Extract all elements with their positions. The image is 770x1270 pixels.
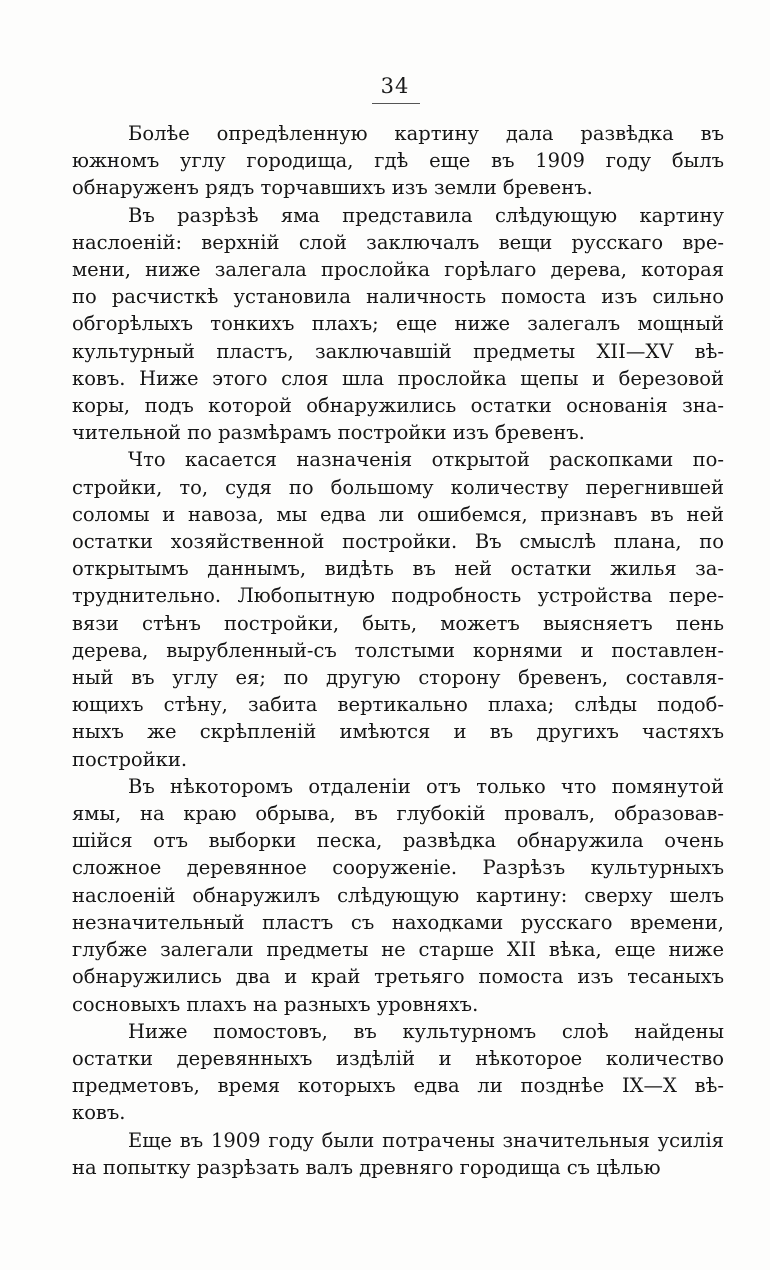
- text-line: сосновыхъ плахъ на разныхъ уровняхъ.: [72, 992, 479, 1016]
- text-line: чительной по размѣрамъ постройки изъ бревенъ.: [72, 421, 585, 445]
- text-line: обнаруженъ рядъ торчавшихъ изъ земли бревенъ.: [72, 176, 593, 200]
- text-line: Что касается назначенія открытой раскопками по-: [128, 448, 724, 472]
- text-line: остатки хозяйственной постройки. Въ смыслѣ плана, по: [72, 530, 724, 554]
- text-line: глубже залегали предметы не старше XII вѣка, еще ниже: [72, 938, 724, 962]
- paragraph: [72, 120, 724, 202]
- text-line: Болѣе опредѣленную картину дала развѣдка въ: [128, 122, 724, 145]
- text-line: предметовъ, время которыхъ едва ли позднѣе IX—X вѣ-: [72, 1074, 724, 1098]
- text-line: ямы, на краю обрыва, въ глубокій провалъ, образовав-: [72, 802, 724, 826]
- text-line: вязи стѣнъ постройки, быть, можетъ выясняетъ пень: [72, 611, 724, 635]
- text-line: сложное деревянное сооруженіе. Разрѣзъ культурныхъ: [72, 856, 724, 880]
- text-line: Въ разрѣзѣ яма представила слѣдующую картину: [128, 203, 724, 227]
- text-line: ныхъ же скрѣпленій имѣются и въ другихъ частяхъ: [72, 720, 724, 744]
- text-line: ющихъ стѣну, забита вертикально плаха; слѣды подоб-: [72, 693, 724, 717]
- text-line: мени, ниже залегала прослойка горѣлаго дерева, которая: [72, 258, 724, 282]
- text-line: труднительно. Любопытную подробность устройства пере-: [72, 584, 724, 608]
- text-line: остатки деревянныхъ издѣлій и нѣкоторое количество: [72, 1046, 724, 1070]
- text-line: коры, подъ которой обнаружились остатки основанія зна-: [72, 394, 724, 418]
- text-line: культурный пластъ, заключавшій предметы XII—XV вѣ-: [72, 339, 724, 363]
- text-line: южномъ углу городища, гдѣ еще въ 1909 году былъ: [72, 149, 724, 173]
- text-line: открытымъ даннымъ, видѣть въ ней остатки жилья за-: [72, 557, 724, 581]
- body-text: [72, 120, 724, 1181]
- text-line: соломы и навоза, мы едва ли ошибемся, признавъ въ ней: [72, 502, 724, 526]
- page-number: 34: [380, 74, 410, 98]
- text-line: обнаружились два и край третьяго помоста изъ тесаныхъ: [72, 965, 724, 989]
- paragraph: [72, 773, 724, 1018]
- text-line: Ниже помостовъ, въ культурномъ слоѣ найдены: [128, 1019, 724, 1043]
- text-line: ковъ.: [72, 1101, 126, 1125]
- text-line: дерева, вырубленный-съ толстыми корнями и поставлен-: [72, 638, 724, 662]
- text-line: по расчисткѣ установила наличность помоста изъ сильно: [72, 285, 724, 309]
- text-line: наслоеній обнаружилъ слѣдующую картину: сверху шелъ: [72, 883, 724, 907]
- paragraph: [72, 446, 724, 772]
- text-line: наслоеній: верхній слой заключалъ вещи русскаго вре-: [72, 230, 724, 254]
- text-line: обгорѣлыхъ тонкихъ плахъ; еще ниже залегалъ мощный: [72, 312, 724, 336]
- text-line: постройки.: [72, 747, 188, 771]
- page-number-rule: [372, 103, 420, 104]
- text-line: Въ нѣкоторомъ отдаленіи отъ только что помянутой: [128, 774, 724, 798]
- text-line: незначительный пластъ съ находками русскаго времени,: [72, 910, 724, 934]
- paragraph: [72, 202, 724, 447]
- text-line: шійся отъ выборки песка, развѣдка обнаружила очень: [72, 829, 724, 853]
- text-line: стройки, то, судя по большому количеству перегнившей: [72, 475, 724, 499]
- text-line: ный въ углу ея; по другую сторону бревенъ, составля-: [72, 666, 724, 690]
- paragraph: [72, 1127, 724, 1181]
- paragraph: [72, 1018, 724, 1127]
- text-line: ковъ. Ниже этого слоя шла прослойка щепы и березовой: [72, 366, 724, 390]
- text-line: Еще въ 1909 году были потрачены значительныя усилія: [128, 1128, 724, 1152]
- text-line: на попытку разрѣзать валъ древняго городища съ цѣлью: [72, 1155, 661, 1179]
